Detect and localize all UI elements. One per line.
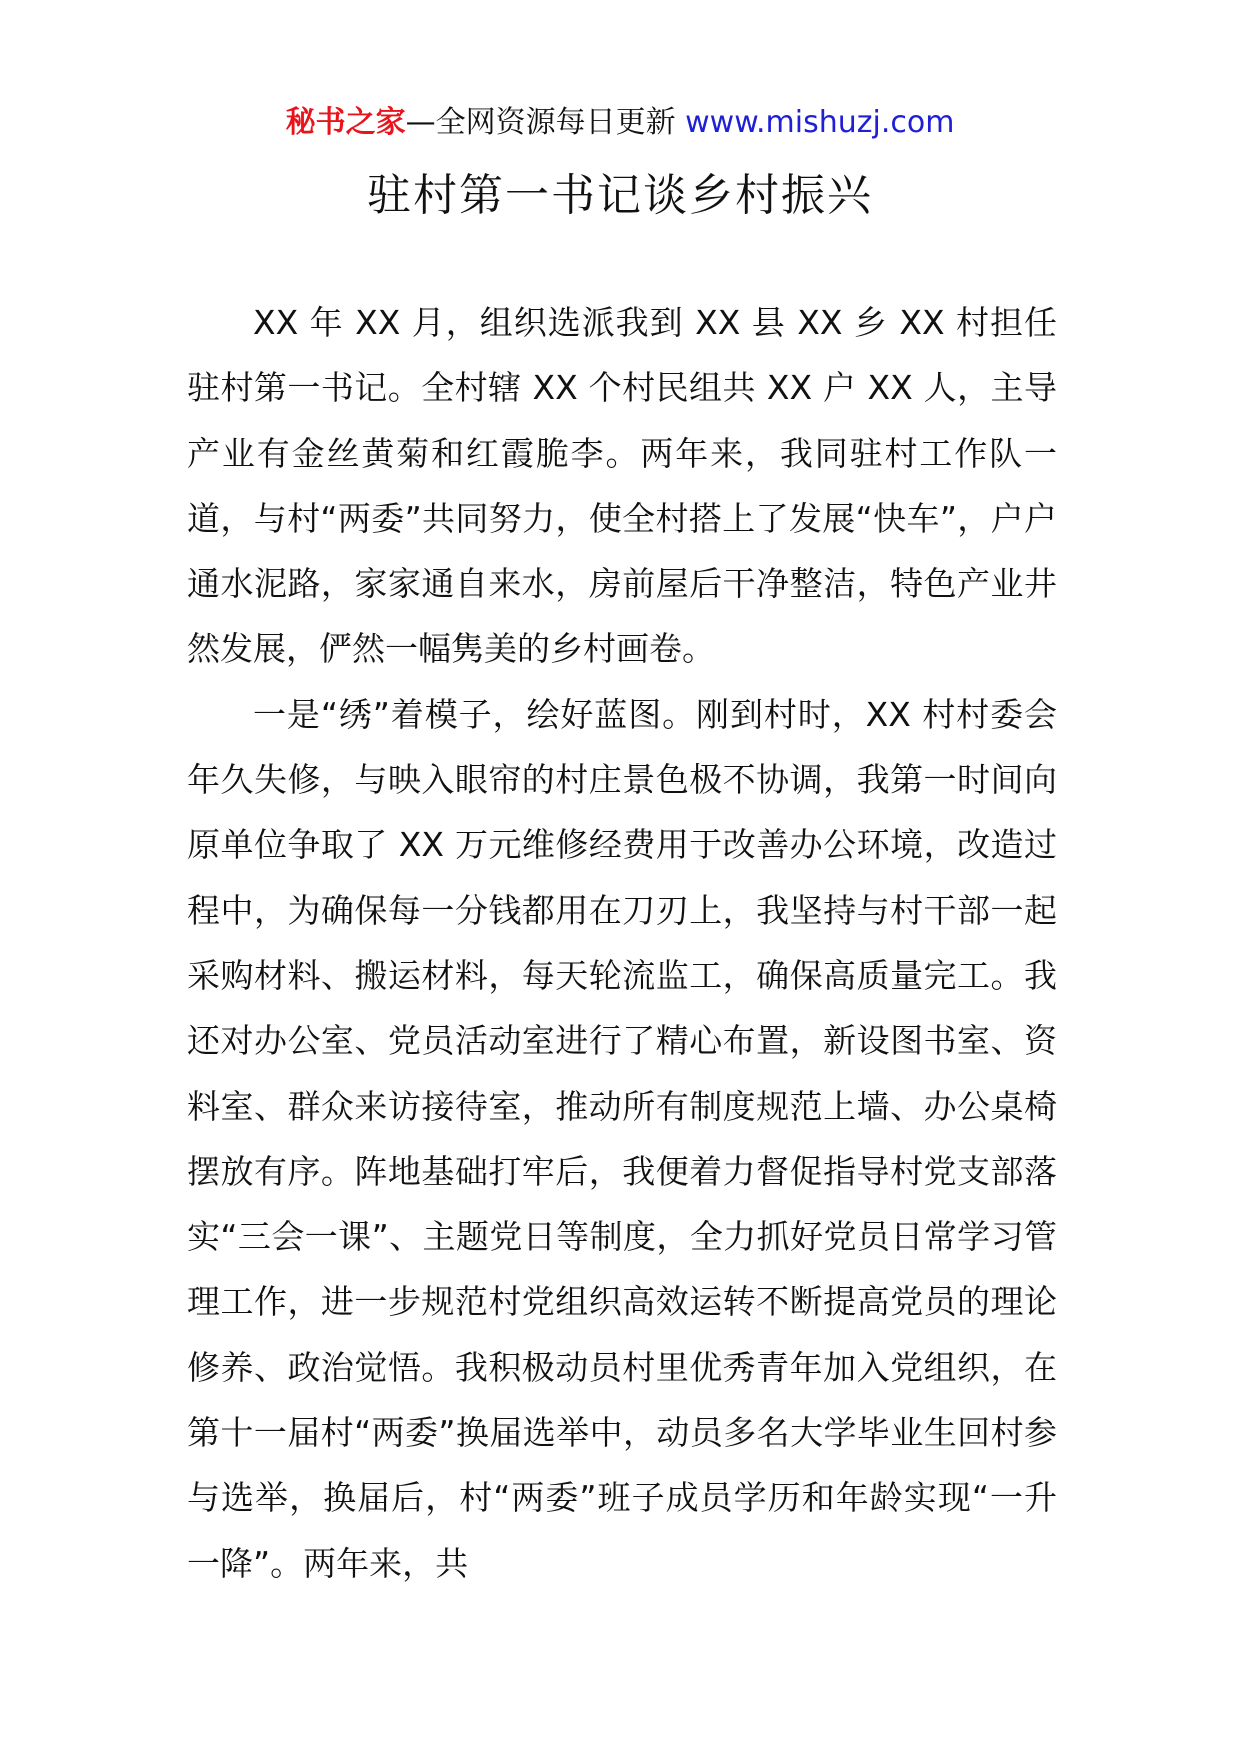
banner-slogan: —全网资源每日更新 [405, 105, 676, 140]
document-body [187, 290, 1057, 1596]
document-title: 驻村第一书记谈乡村振兴 [367, 170, 873, 221]
site-url-link[interactable]: www.mishuzj.com [685, 105, 955, 140]
brand-name: 秘书之家 [285, 105, 406, 140]
paragraph-section-one: 一是“绣”着模子，绘好蓝图。刚到村时，XX 村村委会年久失修，与映入眼帘的村庄景色极不协调，我第一时间向原单位争取了 XX 万元维修经费用于改善办公环境，改造过程中，为确保每一分钱都用在刀刃上，我坚持与村干部一起采购材料、搬运材料，每天轮流监工，确保高质量完工。我还对办公室、党员活动室进行了精心布置，新设图书室、资料室、群众来访接待室，推动所有制度规范上墙、办公桌椅摆放有序。阵地基础打牢后，我便着力督促指导村党支部落实“三会一课”、主题党日等制度，全力抓好党员日常学习管理工作，进一步规范村党组织高效运转不断提高党员的理论修养、政治觉悟。我积极动员村里优秀青年加入党组织，在第十一届村“两委”换届选举中，动员多名大学毕业生回村参与选举，换届后，村“两委”班子成员学历和年龄实现“一升一降”。两年来，共 [187, 694, 1057, 1583]
paragraph-intro: XX 年 XX 月，组织选派我到 XX 县 XX 乡 XX 村担任驻村第一书记。全村辖 XX 个村民组共 XX 户 XX 人，主导产业有金丝黄菊和红霞脆李。两年来，我同驻村工作队一道，与村“两委”共同努力，使全村搭上了发展“快车”，户户通水泥路，家家通自来水，房前屋后干净整洁，特色产业井然发展，俨然一幅隽美的乡村画卷。 [187, 303, 1057, 669]
site-banner [0, 103, 1240, 143]
